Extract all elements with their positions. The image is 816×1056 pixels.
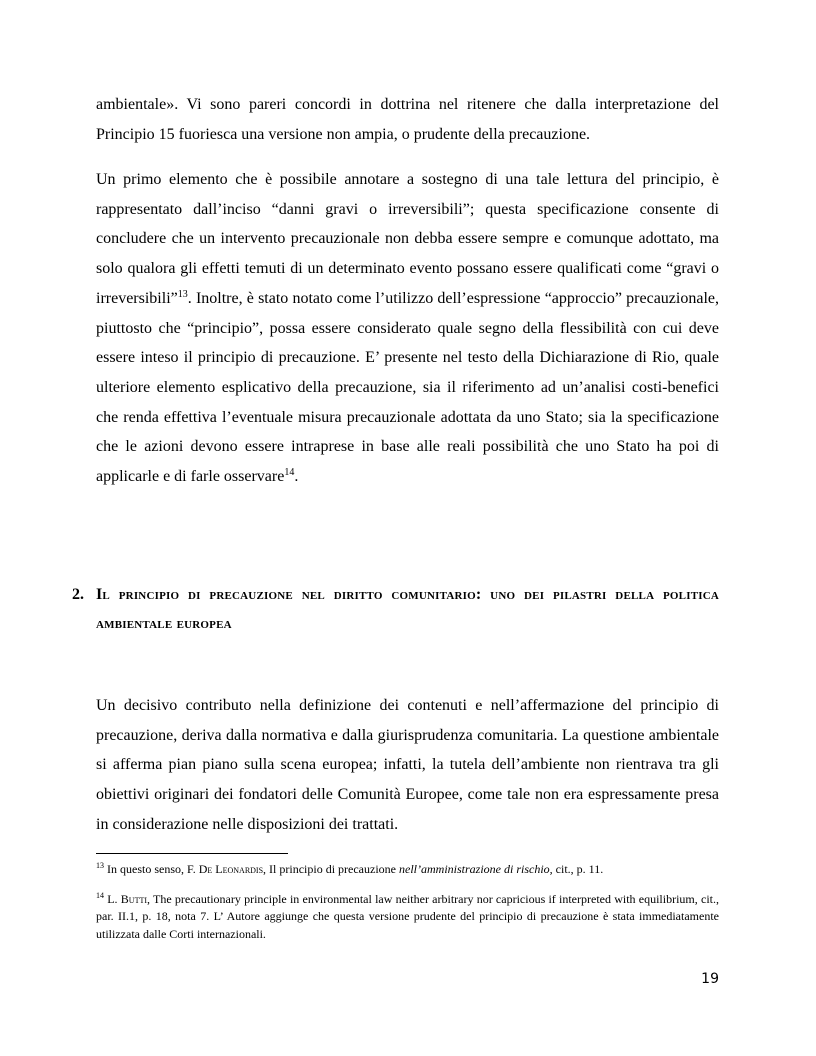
footnote-14-author: Butti <box>120 892 148 906</box>
footnote-13-mid: , Il principio di precauzione <box>263 862 399 876</box>
section-title: Il principio di precauzione nel diritto comunitario: uno dei pilastri della politica ambientale europea <box>96 586 719 632</box>
footnote-13-italic: nell’amministrazione di rischio, <box>399 862 553 876</box>
paragraph-2-text-c: . <box>294 468 299 486</box>
footnote-13-post: cit., p. 11. <box>552 862 604 876</box>
footnote-13-number: 13 <box>96 861 104 870</box>
paragraph-2-text-a: Un primo elemento che è possibile annotare a sostegno di una tale lettura del principio, è rappresentato dall’inciso “danni gravi o irreversibili”; questa specificazione consente di concludere che un intervento precauzionale non debba essere sempre e comunque adottato, ma solo qualora gli effetti temuti di un determinato evento possano essere qualificati come “gravi o irreversibili” <box>96 171 719 307</box>
footnote-ref-13[interactable]: 13 <box>177 288 188 300</box>
footnote-14-post: , The precautionary principle in environmental law neither arbitrary nor capricious if interpreted with equilibrium, cit., par. II.1, p. 18, nota 7. L’ Autore aggiunge che questa versione prudente del principio di precauzione è stata immediatamente utilizzata dalle Corti internazionali. <box>96 892 719 941</box>
footnote-14 <box>96 891 719 943</box>
paragraph-3-text: Un decisivo contributo nella definizione dei contenuti e nell’affermazione del principio di precauzione, deriva dalla normativa e dalla giurisprudenza comunitaria. La questione ambientale si afferma pian piano sulla scena europea; infatti, la tutela dell’ambiente non rientrava tra gli obiettivi originari dei fondatori delle Comunità Europee, come tale non era espressamente presa in considerazione nelle disposizioni dei trattati. <box>96 697 719 833</box>
page-number: 19 <box>701 971 719 987</box>
footnote-14-number: 14 <box>96 891 104 900</box>
footnote-13-pre: In questo senso, F. <box>104 862 199 876</box>
paragraph-2-text-b: . Inoltre, è stato notato come l’utilizzo dell’espressione “approccio” precauzionale, piuttosto che “principio”, possa essere considerato quale segno della flessibilità con cui deve essere inteso il principio di precauzione. E’ presente nel testo della Dichiarazione di Rio, quale ulteriore elemento esplicativo della precauzione, sia il riferimento ad un’analisi costi-benefici che renda effettiva l’eventuale misura precauzionale adottata da uno Stato; sia la specificazione che le azioni devono essere intraprese in base alle reali possibilità che uno Stato ha poi di applicarle e di farle osservare <box>96 289 719 486</box>
paragraph-2 <box>96 165 719 492</box>
footnote-13-author: De Leonardis <box>198 862 264 876</box>
footnote-ref-14[interactable]: 14 <box>284 467 295 479</box>
paragraph-1-text: ambientale». Vi sono pareri concordi in dottrina nel ritenere che dalla interpretazione del Principio 15 fuoriesca una versione non ampia, o prudente della precauzione. <box>96 96 719 143</box>
footnote-separator <box>96 853 288 854</box>
section-heading <box>72 580 719 638</box>
paragraph-1 <box>96 90 719 149</box>
footnote-13 <box>96 861 719 878</box>
footnote-14-pre: L. <box>104 892 121 906</box>
section-number: 2. <box>72 586 84 603</box>
paragraph-3 <box>96 691 719 840</box>
